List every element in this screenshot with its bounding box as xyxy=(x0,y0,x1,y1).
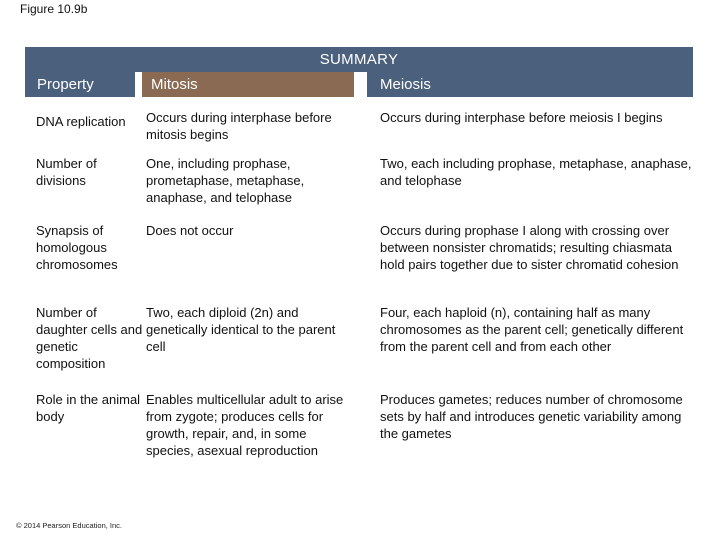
row-number-of-divisions-meiosis: Two, each including prophase, metaphase, anaphase, and telophase xyxy=(380,156,692,188)
copyright-notice: © 2014 Pearson Education, Inc. xyxy=(16,521,123,530)
row-daughter-cells-meiosis: Four, each haploid (n), containing half as many chromosomes as the parent cell; genetically different from the parent cell and from each other xyxy=(380,305,684,354)
row-synapsis-meiosis: Occurs during prophase I along with crossing over between nonsister chromatids; resulting chiasmata hold pairs together due to sister chromatid cohesion xyxy=(380,223,679,272)
row-role-meiosis: Produces gametes; reduces number of chromosome sets by half and introduces genetic variability among the gametes xyxy=(380,392,683,441)
row-daughter-cells-mitosis: Two, each diploid (2n) and genetically identical to the parent cell xyxy=(146,305,336,354)
column-header-mitosis: Mitosis xyxy=(142,72,354,97)
row-number-of-divisions-property: Number of divisions xyxy=(36,156,97,188)
row-synapsis-property: Synapsis of homologous chromosomes xyxy=(36,223,118,272)
row-number-of-divisions-mitosis: One, including prophase, prometaphase, metaphase, anaphase, and telophase xyxy=(146,156,305,205)
column-header-meiosis: Meiosis xyxy=(367,72,693,97)
column-header-property: Property xyxy=(25,72,135,97)
row-role-property: Role in the animal body xyxy=(36,392,141,424)
row-dna-replication-mitosis: Occurs during interphase before mitosis begins xyxy=(146,110,332,142)
summary-header-bar xyxy=(25,47,693,72)
row-dna-replication-meiosis: Occurs during interphase before meiosis I begins xyxy=(380,110,663,125)
row-dna-replication-property: DNA replication xyxy=(36,114,126,129)
figure-label: Figure 10.9b xyxy=(20,2,88,16)
table-title: SUMMARY xyxy=(319,51,399,68)
row-synapsis-mitosis: Does not occur xyxy=(146,223,234,238)
row-daughter-cells-property: Number of daughter cells and genetic composition xyxy=(36,305,143,371)
row-role-mitosis: Enables multicellular adult to arise from zygote; produces cells for growth, repair, and, in some species, asexual reproduction xyxy=(146,392,344,458)
